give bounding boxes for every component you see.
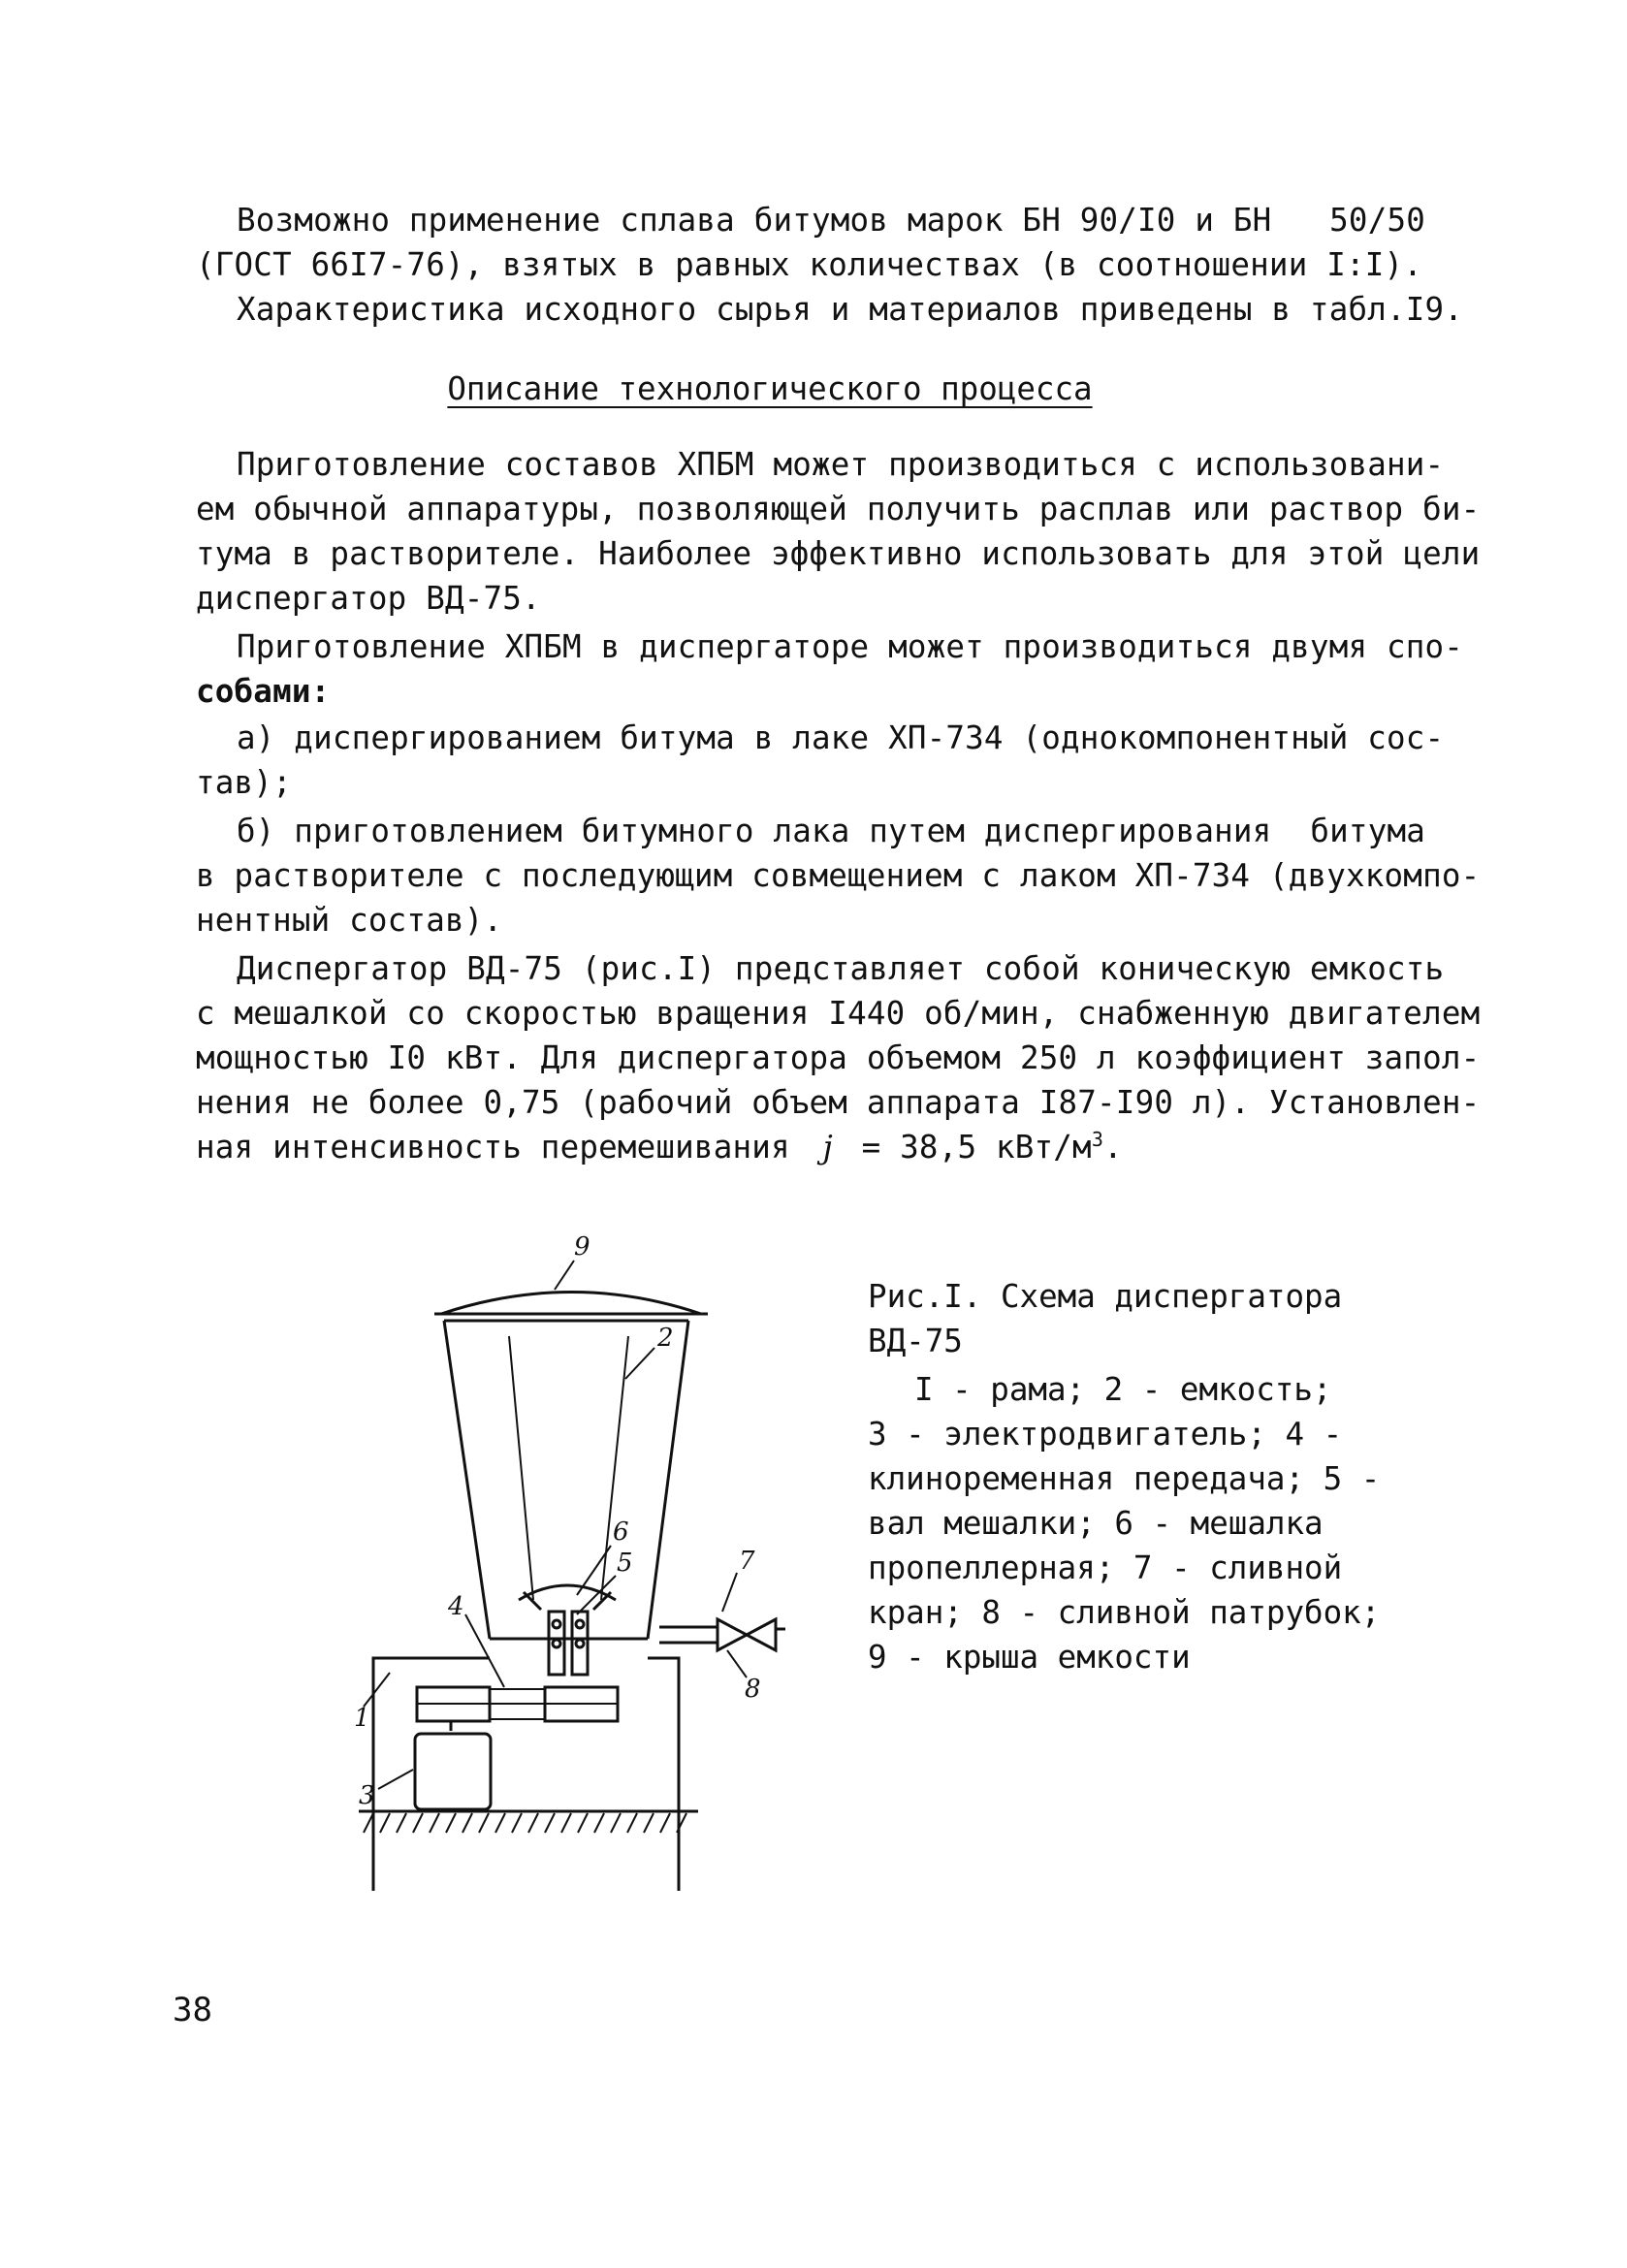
legend-line-5: пропеллерная; 7 - сливной <box>868 1549 1343 1586</box>
intro-line-3: Характеристика исходного сырья и материалов приведены в табл.I9. <box>237 291 1464 328</box>
leader-3 <box>378 1770 413 1789</box>
p5-line-3: мощностью I0 кВт. Для диспергатора объемом 250 л коэффициент запол- <box>196 1039 1481 1076</box>
legend-line-3: клиноременная передача; 5 - <box>868 1460 1381 1497</box>
figure-caption-line-1: Рис.I. Схема диспергатора <box>868 1278 1343 1315</box>
legend-line-7: 9 - крыша емкости <box>868 1639 1191 1676</box>
p4-line-2: в растворителе с последующим совмещением с лаком ХП-734 (двухкомпо- <box>196 857 1481 894</box>
intro-line-2: (ГОСТ 66I7-76), взятых в равных количествах (в соотношении I:I). <box>196 246 1423 283</box>
p4-line-1-text: б) приготовлением битумного лака путем диспергирования <box>237 813 1272 849</box>
motor <box>415 1734 491 1809</box>
p5-line-5 <box>196 1125 1425 1169</box>
container-inner-left <box>509 1336 533 1600</box>
p1-line-3: тума в растворителе. Наиболее эффективно использовать для этой цели <box>196 535 1481 572</box>
disperser-svg <box>320 1231 785 1891</box>
label-6: 6 <box>613 1517 629 1547</box>
valve-left <box>718 1619 747 1650</box>
leader-2 <box>625 1348 654 1379</box>
intro-line-1-ratio: 50/50 <box>1329 202 1425 239</box>
label-5: 5 <box>617 1549 633 1578</box>
intro-line-1-text: Возможно применение сплава битумов марок БН 90/I0 и БН <box>237 202 1272 239</box>
container-walls <box>444 1321 688 1639</box>
p2-line-1: Приготовление ХПБМ в диспергаторе может производиться двумя спо- <box>237 628 1464 665</box>
p5-line-2: с мешалкой со скоростью вращения I440 об/мин, снабженную двигателем <box>196 995 1481 1032</box>
label-7: 7 <box>739 1547 755 1576</box>
intro-line-1 <box>196 198 1425 242</box>
frame <box>373 1658 679 1891</box>
figure-caption-line-2: ВД-75 <box>868 1323 963 1359</box>
leader-4 <box>465 1614 504 1687</box>
legend-line-1: I - рама; 2 - емкость; <box>914 1371 1332 1408</box>
section-heading <box>0 367 1583 411</box>
p1-line-1: Приготовление составов ХПБМ может производиться с использовани- <box>237 446 1445 483</box>
p5-line-5-end: . <box>1103 1129 1123 1166</box>
p4-line-1 <box>196 809 1425 853</box>
valve-right <box>747 1619 776 1650</box>
p5-line-5-value: = 38,5 кВт/м <box>861 1129 1092 1166</box>
bearing-4 <box>576 1640 584 1647</box>
p2-line-2: собами: <box>196 673 331 710</box>
disperser-diagram <box>320 1231 785 1891</box>
label-1: 1 <box>354 1704 370 1733</box>
leader-6 <box>577 1546 611 1595</box>
p1-line-4: диспергатор ВД-75. <box>196 580 541 617</box>
label-4: 4 <box>448 1592 464 1621</box>
p5-line-5-sup: 3 <box>1091 1128 1104 1152</box>
label-3: 3 <box>359 1781 375 1810</box>
roof-shape <box>441 1293 701 1315</box>
legend-line-2: 3 - электродвигатель; 4 - <box>868 1416 1343 1453</box>
label-9: 9 <box>574 1232 590 1262</box>
intensity-symbol: j <box>822 1129 833 1166</box>
legend-line-4: вал мешалки; 6 - мешалка <box>868 1505 1324 1542</box>
p5-line-1: Диспергатор ВД-75 (рис.I) представляет собой коническую емкость <box>237 950 1445 987</box>
p3-line-1: а) диспергированием битума в лаке ХП-734 (однокомпонентный сос- <box>237 719 1445 756</box>
p5-line-5-text: ная интенсивность перемешивания <box>196 1129 790 1166</box>
bearing-2 <box>553 1640 560 1647</box>
leader-7 <box>722 1573 737 1612</box>
p4-line-3: нентный состав). <box>196 902 503 939</box>
label-2: 2 <box>657 1324 674 1353</box>
leader-8 <box>727 1650 747 1677</box>
section-heading-text: Описание технологического процесса <box>447 370 1093 407</box>
label-8: 8 <box>745 1675 761 1704</box>
p4-line-1-end: битума <box>1310 813 1425 849</box>
leader-9 <box>555 1261 574 1290</box>
p1-line-2: ем обычной аппаратуры, позволяющей получить расплав или раствор би- <box>196 491 1481 527</box>
leader-1 <box>364 1673 390 1707</box>
legend-line-6: кран; 8 - сливной патрубок; <box>868 1594 1381 1631</box>
page-number: 38 <box>173 1991 212 2029</box>
bearing-3 <box>576 1620 584 1628</box>
ground-hatching <box>364 1813 686 1833</box>
p3-line-2: тав); <box>196 764 292 801</box>
p5-line-4: нения не более 0,75 (рабочий объем аппарата I87-I90 л). Установлен- <box>196 1084 1481 1121</box>
bearing-1 <box>553 1620 560 1628</box>
